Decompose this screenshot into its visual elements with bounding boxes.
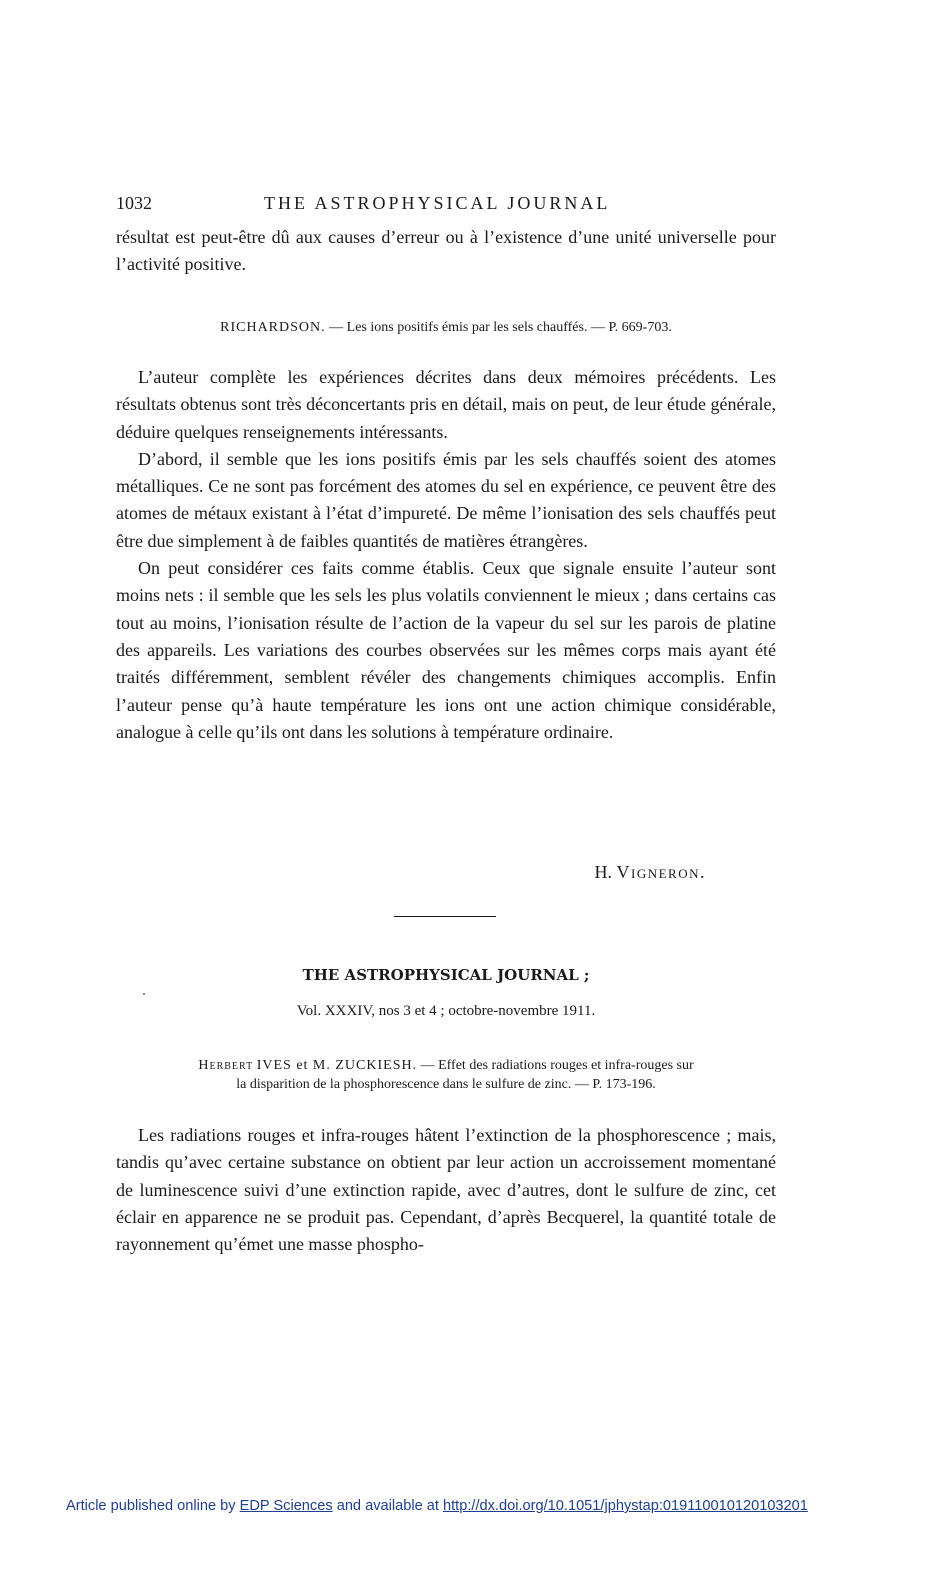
page-number: 1032: [116, 193, 152, 213]
journal-running-title: THE ASTROPHYSICAL JOURNAL: [264, 193, 611, 213]
review2-heading: [116, 1056, 776, 1094]
intro-paragraph-block: [116, 224, 776, 279]
issue-line: Vol. XXXIV, nos 3 et 4 ; octobre-novembre 1911.: [296, 1003, 596, 1019]
footer-prefix: Article published online by: [66, 1498, 236, 1514]
footer-middle: and available at: [336, 1498, 439, 1514]
review1-author: RICHARDSON.: [220, 320, 326, 335]
section-divider: [394, 916, 496, 917]
review1-paragraph-2: D’abord, il semble que les ions positifs émis par les sels chauffés soient des atomes métalliques. Ce ne sont pas forcément des atomes du sel en expérience, ce peuvent être des atomes de métaux existant à l’état d’impureté. De même l’ionisation des sels chauffés peut être due simplement à de faibles quantités de matières étrangères.: [116, 448, 776, 551]
publisher-link[interactable]: EDP Sciences: [239, 1498, 333, 1514]
review2-title-line-2: la disparition de la phosphorescence dans le sulfure de zinc. — P. 173-196.: [236, 1077, 656, 1092]
section-title: THE ASTROPHYSICAL JOURNAL ;: [302, 966, 590, 984]
review1-body: [116, 364, 776, 746]
intro-paragraph: résultat est peut-être dû aux causes d’erreur ou à l’existence d’une unité universelle pour l’activité positive.: [116, 227, 776, 275]
review2-heading-line-1: [116, 1056, 776, 1075]
review2-title-line-1: — Effet des radiations rouges et infra-rouges sur: [420, 1058, 694, 1073]
review1-signature: [116, 860, 706, 884]
review2-author-rest: IVES et M. ZUCKIESH.: [256, 1058, 418, 1073]
publication-footer: [66, 1498, 866, 1520]
review1-paragraph-1: L’auteur complète les expériences décrites dans deux mémoires précédents. Les résultats obtenus sont très déconcertants pris en détail, mais on peut, de leur étude générale, déduire quelques renseignements intéressants.: [116, 367, 776, 442]
doi-link[interactable]: http://dx.doi.org/10.1051/jphystap:019110010120103201: [443, 1498, 808, 1514]
review1-title: — Les ions positifs émis par les sels chauffés. — P. 669-703.: [329, 320, 672, 335]
review1-paragraph-3: On peut considérer ces faits comme établis. Ceux que signale ensuite l’auteur sont moins nets : il semble que les sels les plus volatils conviennent le mieux ; dans certains cas tout au moins, l’ionisation résulte de l’action de la vapeur du sel sur les parois de platine des appareils. Les variations des courbes observées sur les mêmes corps mais ayant été traités différemment, semblent révéler des changements chimiques accomplis. Enfin l’auteur pense qu’à haute température les ions ont une action chimique considérable, analogue à celle qu’ils ont dans les solutions à température ordinaire.: [116, 558, 776, 742]
running-head: [116, 193, 776, 217]
print-speck: [143, 993, 145, 995]
review2-paragraph: Les radiations rouges et infra-rouges hâtent l’extinction de la phosphorescence ; mais, tandis qu’avec certaine substance on obtient par leur action un accroissement momentané de luminescence suivi d’une extinction rapide, avec d’autres, dont le sulfure de zinc, cet éclair en apparence ne se produit pas. Cependant, d’après Becquerel, la quantité totale de rayonnement qu’émet une masse phospho-: [116, 1125, 776, 1255]
review1-heading: [116, 318, 776, 337]
review2-body: [116, 1122, 776, 1258]
signature-initial: H.: [594, 862, 612, 882]
review2-author-first: Herbert: [198, 1058, 254, 1073]
signature-name: Vigneron.: [616, 862, 706, 882]
